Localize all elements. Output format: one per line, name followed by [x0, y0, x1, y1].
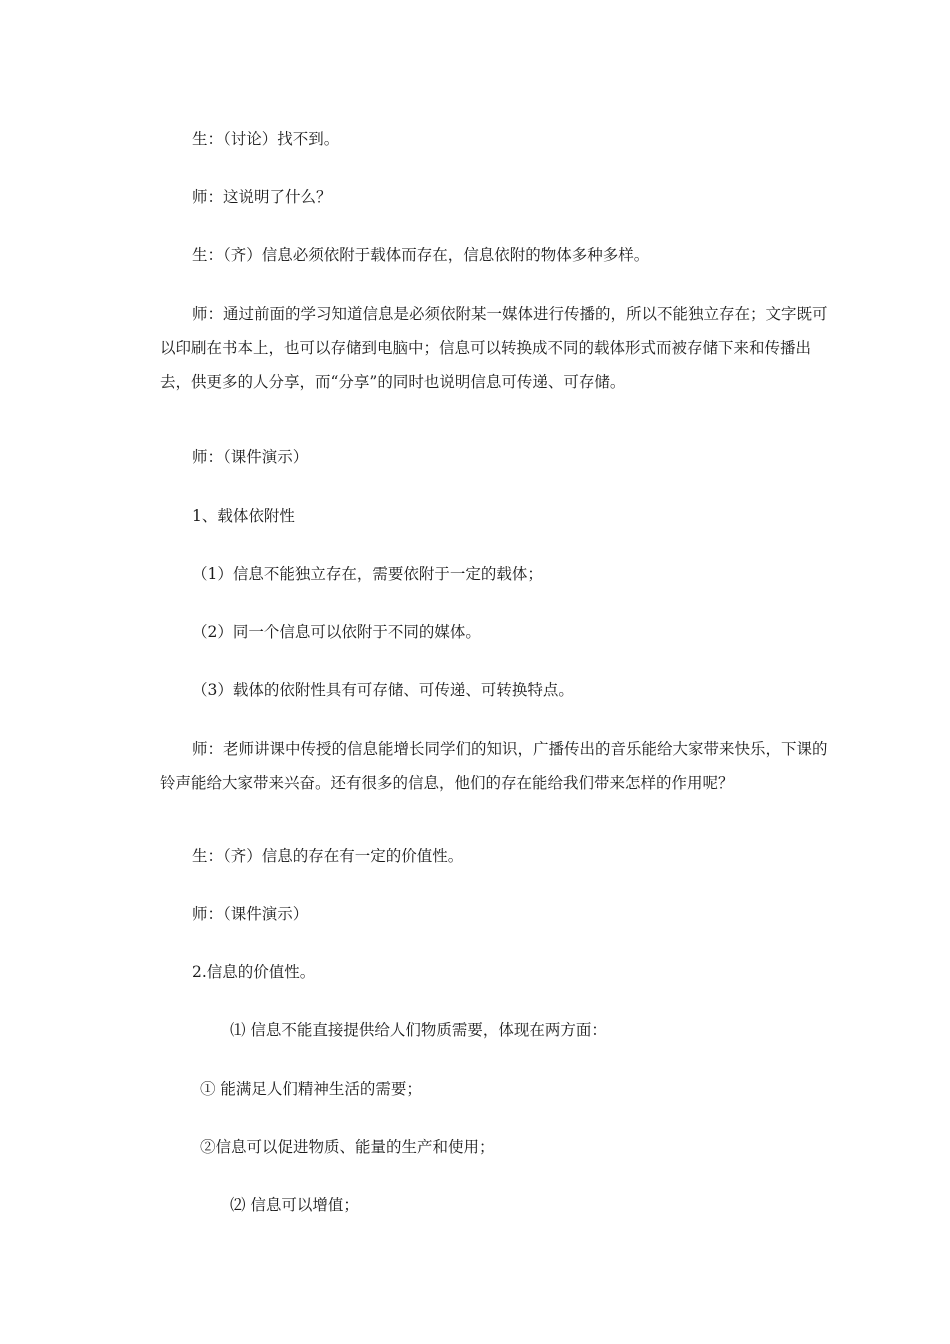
paragraph-5: 师：（课件演示） — [192, 448, 309, 466]
paragraph-3: 生：（齐）信息必须依附于载体而存在，信息依附的物体多种多样。 — [192, 246, 650, 264]
paragraph-student-value: 生：（齐）信息的存在有一定的价值性。 — [192, 847, 464, 865]
list-item-2: （2）同一个信息可以依附于不同的媒体。 — [192, 623, 481, 641]
value-item-2: ⑵ 信息可以增值； — [230, 1196, 359, 1214]
value-subitem-1: ① 能满足人们精神生活的需要； — [200, 1080, 422, 1098]
paragraph-teacher-value: 师：老师讲课中传授的信息能增长同学们的知识，广播传出的音乐能给大家带来快乐，下课的铃声能给大家带来兴奋。还有很多的信息，他们的存在能给我们带来怎样的作用呢？ — [160, 740, 828, 792]
value-item-1: ⑴ 信息不能直接提供给人们物质需要，体现在两方面： — [230, 1021, 607, 1039]
paragraph-demo-2: 师：（课件演示） — [192, 905, 309, 923]
paragraph-1: 生：（讨论）找不到。 — [192, 130, 340, 148]
list-item-3: （3）载体的依附性具有可存储、可传递、可转换特点。 — [192, 681, 574, 699]
paragraph-2: 师：这说明了什么？ — [192, 188, 332, 206]
value-subitem-2: ②信息可以促进物质、能量的生产和使用； — [200, 1138, 495, 1156]
paragraph-4: 师：通过前面的学习知道信息是必须依附某一媒体进行传播的，所以不能独立存在；文字既可以印刷在书本上，也可以存储到电脑中；信息可以转换成不同的载体形式而被存储下来和传播出去，供更多的人分享，而“分享”的同时也说明信息可传递、可存储。 — [160, 305, 828, 391]
list-item-1: （1）信息不能独立存在，需要依附于一定的载体； — [192, 565, 543, 583]
heading-carrier-dependency: 1、载体依附性 — [192, 507, 295, 525]
heading-value: 2.信息的价值性。 — [192, 963, 316, 981]
